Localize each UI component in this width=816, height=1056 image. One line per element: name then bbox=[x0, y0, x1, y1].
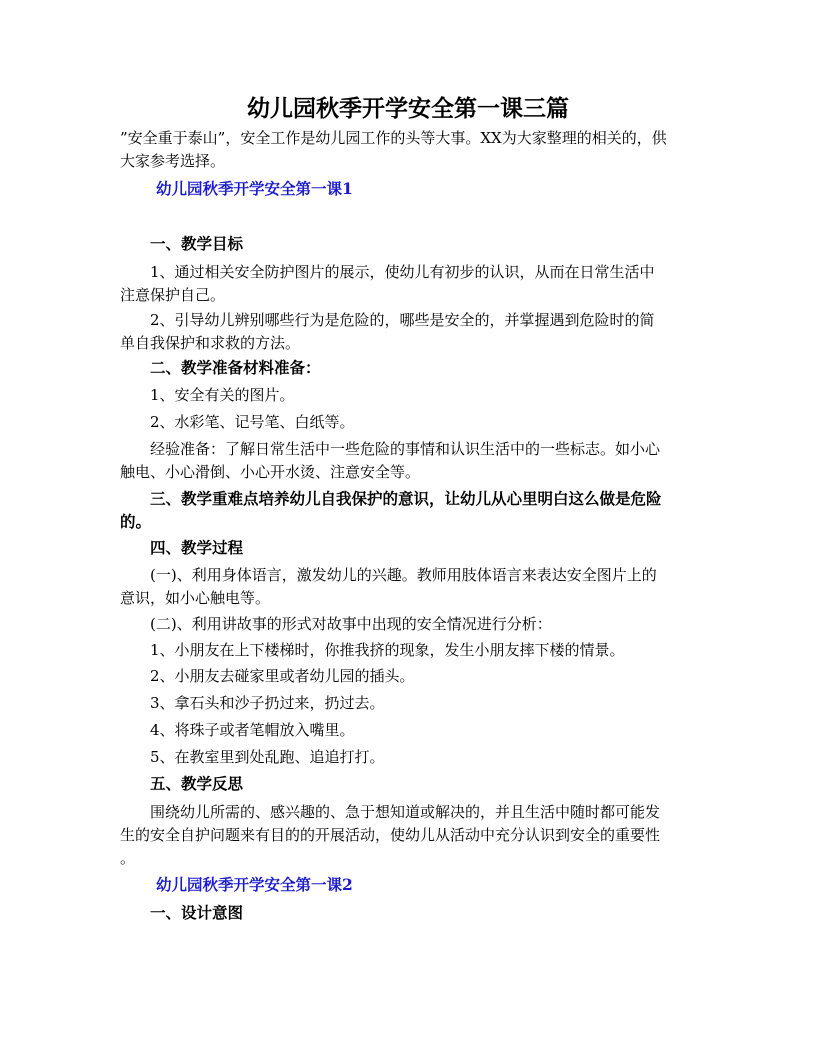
experience-line-1: 经验准备：了解日常生活中一些危险的事情和认识生活中的一些标志。如小心 bbox=[150, 440, 661, 458]
intro-line-1: ”安全重于泰山”，安全工作是幼儿园工作的头等大事。XX为大家整理的相关的，供 bbox=[120, 129, 667, 147]
goal-2-line-2: 单自我保护和求救的方法。 bbox=[120, 334, 301, 352]
heading-reflection: 五、教学反思 bbox=[150, 774, 244, 793]
intro-line-2: 大家参考选择。 bbox=[120, 152, 226, 170]
reflection-line-2: 生的安全自护问题来有目的的开展活动，使幼儿从活动中充分认识到安全的重要性 bbox=[120, 826, 661, 844]
prep-item-1: 1、安全有关的图片。 bbox=[150, 386, 295, 404]
reflection-line-1: 围绕幼儿所需的、感兴趣的、急于想知道或解决的，并且生活中随时都可能发 bbox=[150, 803, 661, 821]
heading-design-intent: 一、设计意图 bbox=[150, 903, 244, 922]
story-item-3: 3、拿石头和沙子扔过来，扔过去。 bbox=[150, 694, 385, 712]
goal-1-line-1: 1、通过相关安全防护图片的展示，使幼儿有初步的认识，从而在日常生活中 bbox=[150, 263, 655, 281]
reflection-line-3: 。 bbox=[120, 849, 136, 867]
heading-preparation: 二、教学准备材料准备： bbox=[150, 358, 321, 377]
experience-line-2: 触电、小心滑倒、小心开水烫、注意安全等。 bbox=[120, 463, 421, 481]
story-item-2: 2、小朋友去碰家里或者幼儿园的插头。 bbox=[150, 667, 415, 685]
page-title: 幼儿园秋季开学安全第一课三篇 bbox=[247, 95, 569, 122]
goal-2-line-1: 2、引导幼儿辨别哪些行为是危险的，哪些是安全的，并掌握遇到危险时的简 bbox=[150, 311, 655, 329]
heading-teaching-process: 四、教学过程 bbox=[150, 538, 244, 557]
section-2-title[interactable]: 幼儿园秋季开学安全第一课2 bbox=[156, 875, 353, 894]
story-item-1: 1、小朋友在上下楼梯时，你推我挤的现象，发生小朋友摔下楼的情景。 bbox=[150, 641, 625, 659]
story-item-4: 4、将珠子或者笔帽放入嘴里。 bbox=[150, 721, 355, 739]
process-2: (二)、利用讲故事的形式对故事中出现的安全情况进行分析： bbox=[150, 615, 552, 633]
story-item-5: 5、在教室里到处乱跑、追追打打。 bbox=[150, 748, 385, 766]
heading-key-points-line-1: 三、教学重难点培养幼儿自我保护的意识，让幼儿从心里明白这么做是危险 bbox=[150, 489, 662, 508]
section-1-title[interactable]: 幼儿园秋季开学安全第一课1 bbox=[156, 179, 353, 198]
heading-teaching-goals: 一、教学目标 bbox=[150, 234, 244, 253]
process-1-line-1: (一)、利用身体语言，激发幼儿的兴趣。教师用肢体语言来表达安全图片上的 bbox=[150, 566, 657, 584]
process-1-line-2: 意识，如小心触电等。 bbox=[120, 589, 271, 607]
heading-key-points-line-2: 的。 bbox=[120, 512, 152, 531]
prep-item-2: 2、水彩笔、记号笔、白纸等。 bbox=[150, 413, 355, 431]
goal-1-line-2: 注意保护自己。 bbox=[120, 286, 226, 304]
